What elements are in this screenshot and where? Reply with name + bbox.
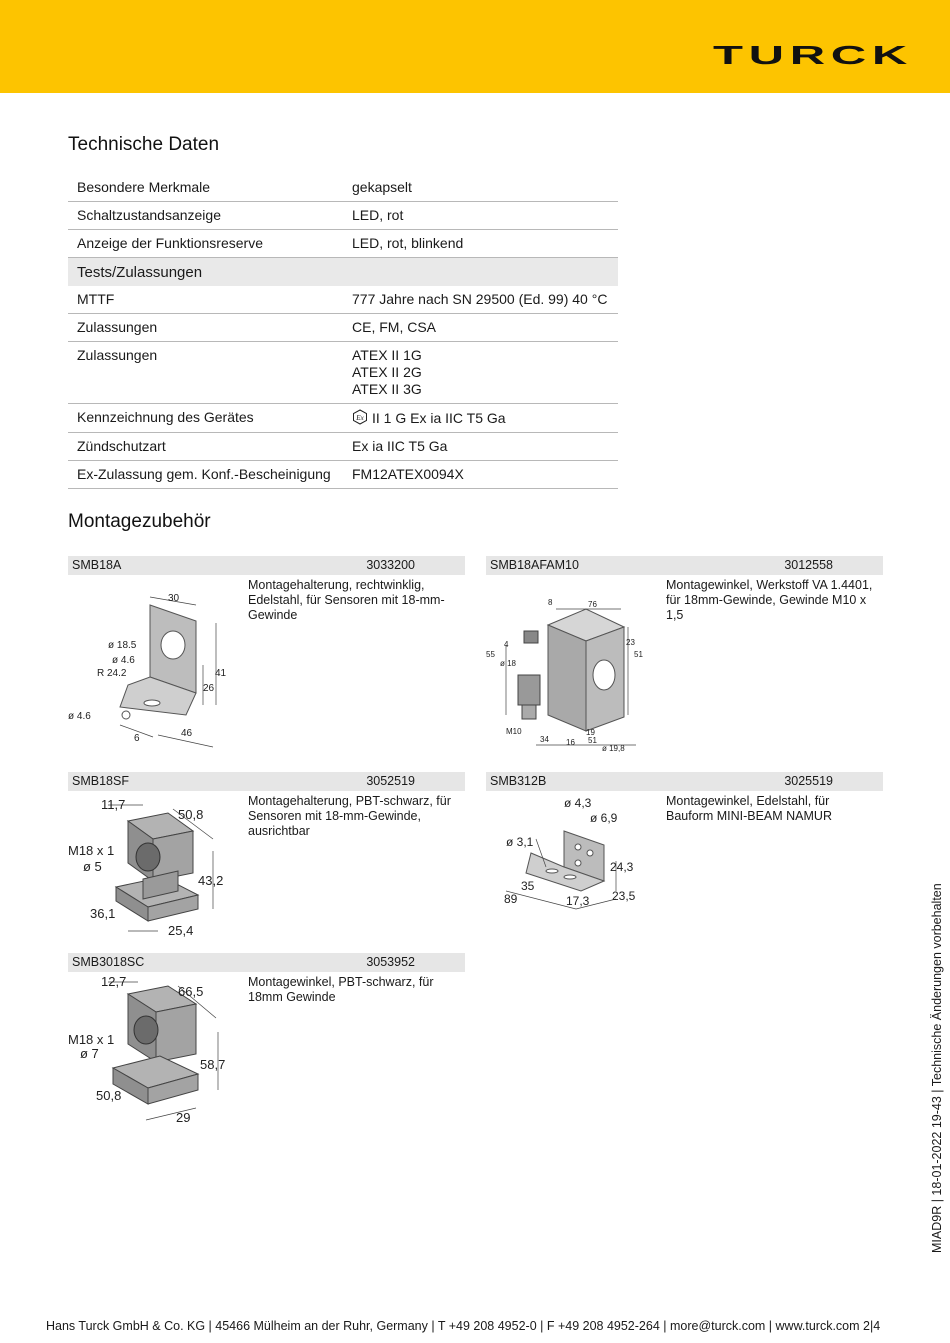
svg-text:ø 18: ø 18	[500, 659, 517, 668]
svg-text:36,1: 36,1	[90, 906, 116, 921]
svg-text:ø 3,1: ø 3,1	[506, 835, 534, 849]
accessories-title: Montagezubehör	[68, 511, 211, 532]
ex-hexagon-icon	[352, 409, 368, 425]
svg-text:50,8: 50,8	[178, 807, 204, 822]
svg-text:58,7: 58,7	[200, 1057, 226, 1072]
svg-text:4: 4	[504, 640, 509, 649]
svg-text:35: 35	[521, 879, 535, 893]
logo-text: TURCK	[713, 44, 913, 66]
accessory-header: SMB18AFAM10 3012558	[486, 556, 883, 575]
svg-text:17,3: 17,3	[566, 894, 590, 908]
svg-text:M18 x 1: M18 x 1	[68, 1032, 115, 1047]
table-row: Ex-Zulassung gem. Konf.-Bescheinigung FM12ATEX0094X	[68, 461, 618, 489]
svg-text:24,3: 24,3	[610, 860, 634, 874]
turck-logo	[712, 44, 914, 66]
accessory-description: Montagewinkel, Werkstoff VA 1.4401, für 18mm-Gewinde, Gewinde M10 x 1,5	[666, 578, 873, 622]
svg-text:23,5: 23,5	[612, 889, 636, 903]
accessory-header: SMB18SF 3052519	[68, 772, 465, 791]
smb18sf-drawing	[68, 791, 243, 951]
smb18a-drawing	[68, 575, 243, 761]
accessory-description: Montagewinkel, PBT-schwarz, für 18mm Gewinde	[248, 975, 434, 1004]
svg-text:ø 4.6: ø 4.6	[112, 655, 135, 666]
svg-text:89: 89	[504, 892, 518, 906]
footer-contact: Hans Turck GmbH & Co. KG | 45466 Mülheim an der Ruhr, Germany | T +49 208 4952-0 | F +49 208 4952-264 | more@turck.com | www.turck.com 2|4	[46, 1319, 881, 1333]
header-band	[0, 0, 950, 93]
table-row: MTTF 777 Jahre nach SN 29500 (Ed. 99) 40 °C	[68, 286, 618, 314]
svg-text:ø 6,9: ø 6,9	[590, 811, 618, 825]
section-header-tests: Tests/Zulassungen	[68, 258, 618, 287]
table-row: Zulassungen ATEX II 1G ATEX II 2G ATEX II 3G	[68, 342, 618, 404]
svg-text:26: 26	[203, 683, 215, 694]
svg-text:34: 34	[540, 735, 549, 744]
accessory-smb312b	[486, 772, 883, 977]
svg-text:55: 55	[486, 650, 495, 659]
svg-text:76: 76	[588, 600, 597, 609]
accessory-smb18a	[68, 556, 465, 761]
svg-text:ø 5: ø 5	[83, 859, 102, 874]
svg-text:Ex: Ex	[356, 414, 364, 422]
svg-text:12,7: 12,7	[101, 974, 127, 989]
accessory-description: Montagewinkel, Edelstahl, für Bauform MINI-BEAM NAMUR	[666, 794, 832, 823]
svg-text:19: 19	[586, 728, 595, 737]
svg-text:46: 46	[181, 728, 193, 739]
svg-text:43,2: 43,2	[198, 873, 224, 888]
table-row: Zündschutzart Ex ia IIC T5 Ga	[68, 433, 618, 461]
smb3018sc-drawing	[68, 972, 243, 1132]
table-row: Besondere Merkmale gekapselt	[68, 174, 618, 202]
table-row: Anzeige der Funktionsreserve LED, rot, blinkend	[68, 230, 618, 258]
svg-text:8: 8	[548, 598, 553, 607]
technical-data-title: Technische Daten	[68, 134, 220, 155]
svg-text:51: 51	[588, 736, 597, 745]
svg-text:11,7: 11,7	[101, 797, 126, 812]
svg-text:6: 6	[134, 733, 140, 744]
accessory-header: SMB3018SC 3053952	[68, 953, 465, 972]
table-row: Schaltzustandsanzeige LED, rot	[68, 202, 618, 230]
accessory-smb3018sc	[68, 953, 465, 1158]
svg-text:ø 4.6: ø 4.6	[68, 711, 91, 722]
accessory-smb18afam10	[486, 556, 883, 761]
table-row: Zulassungen CE, FM, CSA	[68, 314, 618, 342]
svg-text:M10: M10	[506, 727, 522, 736]
accessory-description: Montagehalterung, PBT-schwarz, für Sensoren mit 18-mm-Gewinde, ausrichtbar	[248, 794, 451, 838]
svg-text:66,5: 66,5	[178, 984, 204, 999]
table-row: Kennzeichnung des Gerätes Ex II 1 G Ex ia IIC T5 Ga	[68, 404, 618, 433]
accessory-smb18sf	[68, 772, 465, 977]
accessory-description: Montagehalterung, rechtwinklig, Edelstahl, für Sensoren mit 18-mm-Gewinde	[248, 578, 445, 622]
accessory-header: SMB312B 3025519	[486, 772, 883, 791]
svg-text:ø 19,8: ø 19,8	[602, 744, 625, 753]
svg-text:41: 41	[215, 668, 227, 679]
svg-text:ø 7: ø 7	[80, 1046, 99, 1061]
svg-text:50,8: 50,8	[96, 1088, 122, 1103]
svg-text:16: 16	[566, 738, 575, 747]
svg-text:ø 18.5: ø 18.5	[108, 640, 137, 651]
svg-text:29: 29	[176, 1110, 191, 1125]
svg-text:51: 51	[634, 650, 643, 659]
accessory-header: SMB18A 3033200	[68, 556, 465, 575]
svg-text:R 24.2: R 24.2	[97, 668, 127, 679]
smb18afam10-drawing	[486, 575, 661, 761]
svg-text:M18 x 1: M18 x 1	[68, 843, 115, 858]
svg-text:23: 23	[626, 638, 635, 647]
smb312b-drawing	[486, 791, 661, 931]
side-note: MIAD9R | 18-01-2022 19-43 | Technische Änderungen vorbehalten	[930, 883, 944, 1253]
svg-text:ø 4,3: ø 4,3	[564, 796, 592, 810]
svg-text:25,4: 25,4	[168, 923, 194, 938]
technical-data-table	[68, 174, 618, 489]
svg-text:30: 30	[168, 593, 180, 604]
